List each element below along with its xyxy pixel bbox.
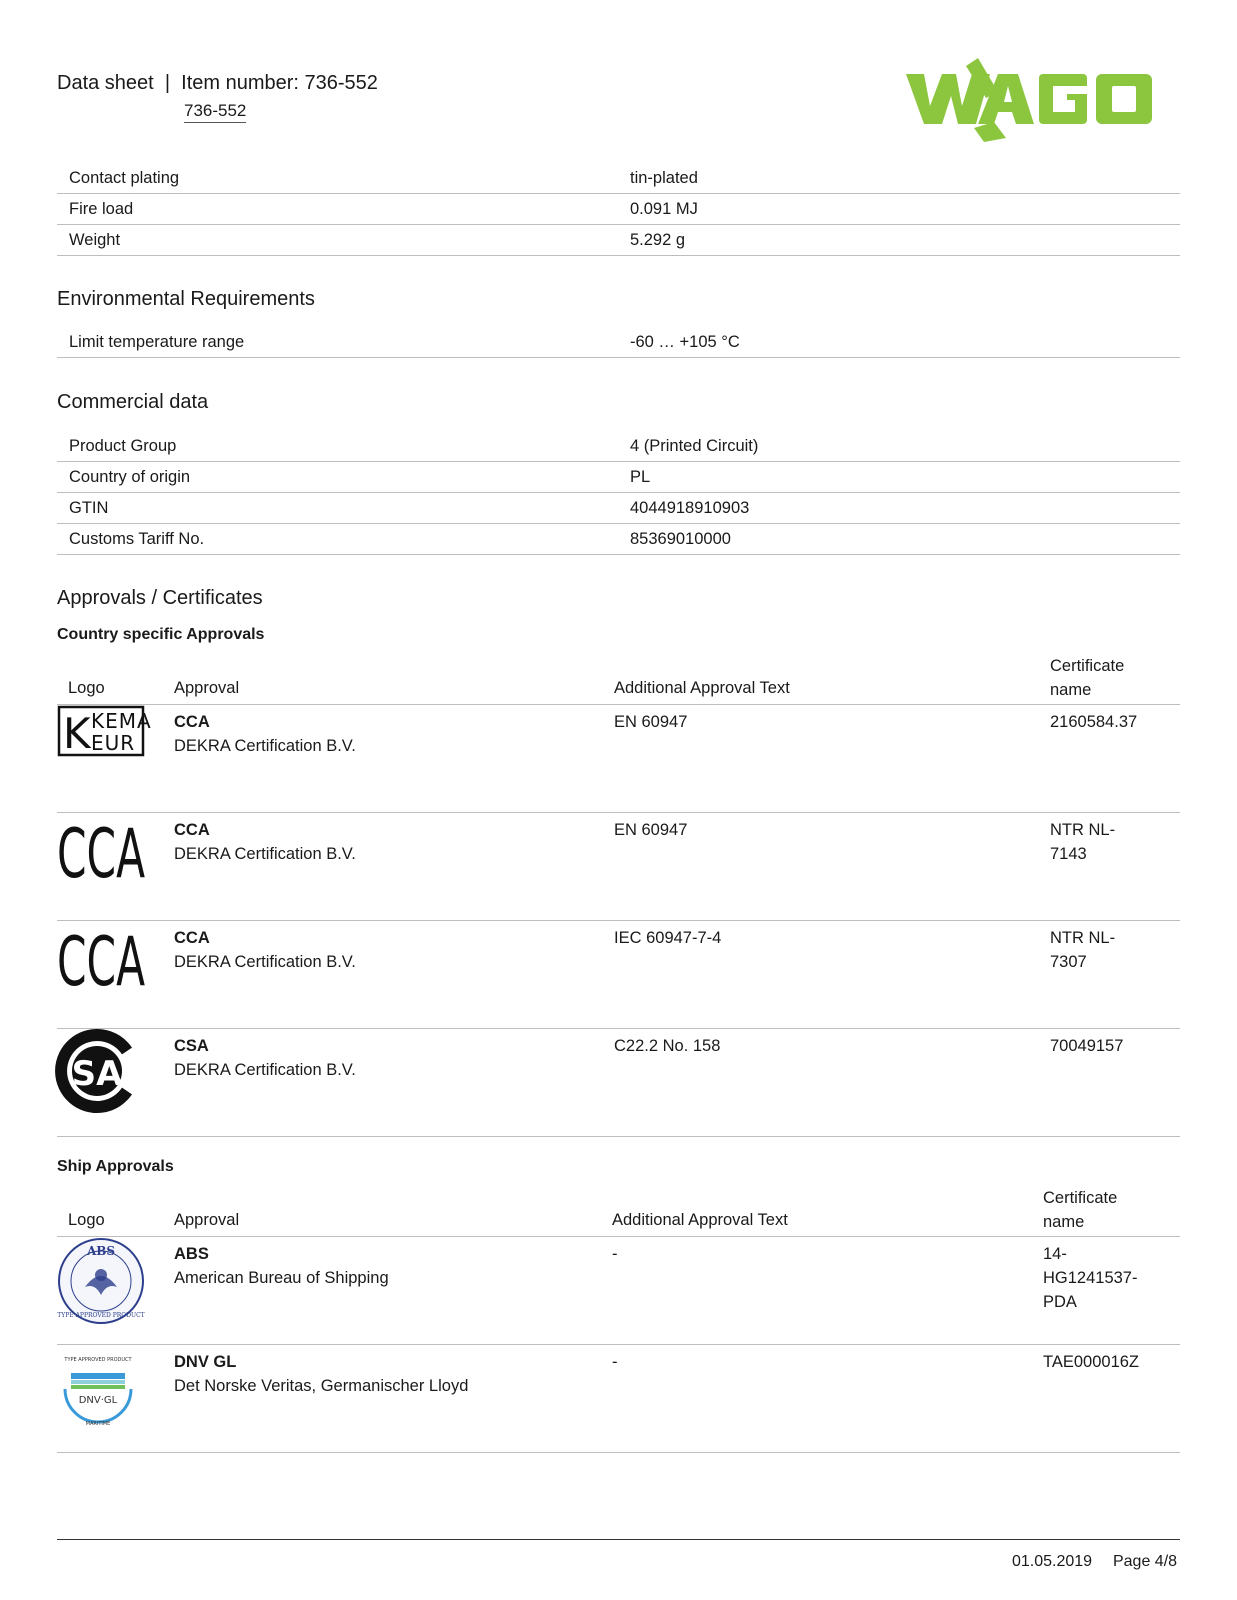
approval-body: Det Norske Veritas, Germanischer Lloyd [174, 1377, 469, 1395]
additional-text: EN 60947 [614, 713, 688, 731]
row-label: Limit temperature range [69, 333, 245, 351]
table-row [57, 163, 1180, 194]
table-row [57, 327, 1180, 358]
certificate-name: NTR NL- 7143 [1050, 821, 1116, 863]
svg-text:KEMA: KEMA [91, 709, 152, 733]
table-row [57, 705, 1180, 813]
svg-text:CCA: CCA [57, 815, 146, 894]
row-label: Product Group [69, 437, 177, 455]
additional-text: IEC 60947-7-4 [614, 929, 722, 947]
col-certificate-line1: Certificate [1050, 657, 1125, 675]
abs-logo [57, 1237, 145, 1325]
kema-keur-logo [57, 705, 152, 758]
commercial-heading: Commercial data [57, 391, 209, 413]
commercial-table [57, 431, 1180, 555]
row-label: Fire load [69, 200, 134, 218]
footer-date: 01.05.2019 [1012, 1553, 1093, 1570]
approval-cell [174, 926, 356, 974]
approval-cell [174, 1034, 356, 1082]
row-value: 4044918910903 [630, 499, 750, 517]
approval-name: ABS [174, 1245, 209, 1263]
col-additional: Additional Approval Text [614, 679, 790, 697]
wago-logo-text: WAGO [906, 58, 910, 59]
svg-text:K: K [63, 709, 91, 758]
cca-logo [57, 921, 147, 1002]
cca-logo [57, 813, 147, 894]
col-logo: Logo [68, 1211, 105, 1229]
additional-text: - [612, 1353, 618, 1371]
col-approval: Approval [174, 1211, 240, 1229]
table-row [57, 225, 1180, 256]
approval-cell [174, 710, 356, 758]
svg-text:MARITIME: MARITIME [85, 1421, 111, 1427]
approvals-heading: Approvals / Certificates [57, 587, 263, 609]
svg-text:TYPE APPROVED PRODUCT: TYPE APPROVED PRODUCT [64, 1357, 132, 1363]
certificate-name: 14- HG1241537- PDA [1043, 1245, 1138, 1311]
approval-name: CCA [174, 821, 210, 839]
wago-logo [906, 58, 1156, 142]
footer-page-number: Page 4/8 [1112, 1553, 1178, 1570]
approval-name: CSA [174, 1037, 209, 1055]
approval-name: CCA [174, 713, 210, 731]
additional-text: C22.2 No. 158 [614, 1037, 721, 1055]
row-label: Weight [69, 231, 121, 249]
additional-text: EN 60947 [614, 821, 688, 839]
row-value: -60 … +105 °C [630, 333, 740, 351]
approval-cell [174, 1350, 468, 1398]
ship-approvals-table [57, 1185, 1180, 1453]
approval-body: DEKRA Certification B.V. [174, 953, 356, 971]
item-number-link[interactable]: 736-552 [184, 101, 246, 123]
table-row [57, 524, 1180, 555]
row-value: 4 (Printed Circuit) [630, 437, 759, 455]
table-row [57, 1029, 1180, 1137]
footer-divider [57, 1539, 1180, 1540]
row-value: 0.091 MJ [630, 200, 698, 218]
approval-body: DEKRA Certification B.V. [174, 845, 356, 863]
row-label: Country of origin [69, 468, 191, 486]
row-label: Customs Tariff No. [69, 530, 205, 548]
certificate-name: NTR NL- 7307 [1050, 929, 1116, 971]
row-value: tin-plated [630, 169, 698, 187]
country-approvals-table [57, 653, 1180, 1137]
row-value: 5.292 g [630, 231, 686, 249]
svg-text:ABS: ABS [86, 1244, 116, 1258]
page-title: Data sheet | Item number: 736-552 [57, 72, 378, 94]
row-value: 85369010000 [630, 530, 731, 548]
table-row [57, 1237, 1180, 1345]
approval-body: DEKRA Certification B.V. [174, 737, 356, 755]
table-row [57, 493, 1180, 524]
col-certificate [1043, 1186, 1117, 1234]
approval-cell [174, 1242, 389, 1290]
table-row [57, 194, 1180, 225]
row-label: Contact plating [69, 169, 180, 187]
table-header [57, 1185, 1180, 1237]
footer [1012, 1553, 1177, 1571]
table-row [57, 431, 1180, 462]
table-row [57, 1345, 1180, 1453]
environmental-heading: Environmental Requirements [57, 288, 315, 310]
country-approvals-heading: Country specific Approvals [57, 626, 265, 643]
approval-name: CCA [174, 929, 210, 947]
col-approval: Approval [174, 679, 240, 697]
table-row [57, 921, 1180, 1029]
row-value: PL [630, 468, 651, 486]
table-header [57, 653, 1180, 705]
environmental-table [57, 327, 1180, 358]
row-label: GTIN [69, 499, 109, 517]
svg-text:SA: SA [71, 1054, 123, 1094]
col-logo: Logo [68, 679, 105, 697]
col-certificate-line2: name [1043, 1213, 1085, 1231]
csa-logo [57, 1029, 137, 1113]
general-table [57, 163, 1180, 256]
col-certificate-line1: Certificate [1043, 1189, 1118, 1207]
ship-approvals-heading: Ship Approvals [57, 1158, 174, 1175]
table-row [57, 462, 1180, 493]
col-additional: Additional Approval Text [612, 1211, 788, 1229]
approval-cell [174, 818, 356, 866]
svg-text:TYPE APPROVED PRODUCT: TYPE APPROVED PRODUCT [57, 1312, 145, 1319]
approval-body: American Bureau of Shipping [174, 1269, 389, 1287]
dnv-gl-logo [57, 1345, 139, 1427]
certificate-name: 2160584.37 [1050, 713, 1138, 731]
svg-text:CCA: CCA [57, 923, 146, 1002]
approval-name: DNV GL [174, 1353, 237, 1371]
svg-text:DNV·GL: DNV·GL [78, 1395, 118, 1406]
approval-body: DEKRA Certification B.V. [174, 1061, 356, 1079]
additional-text: - [612, 1245, 618, 1263]
table-row [57, 813, 1180, 921]
svg-text:EUR: EUR [91, 731, 136, 755]
col-certificate-line2: name [1050, 681, 1092, 699]
col-certificate [1050, 654, 1124, 702]
certificate-name: 70049157 [1050, 1037, 1124, 1055]
certificate-name: TAE000016Z [1043, 1353, 1140, 1371]
